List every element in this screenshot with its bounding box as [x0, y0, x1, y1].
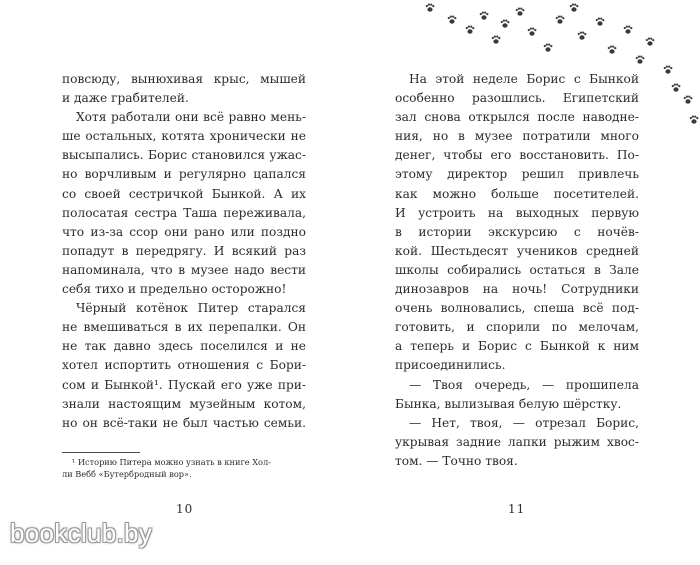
- text-line: укрывая задние лапки рыжим хвос-: [395, 434, 639, 449]
- text-line: очень волновались, спеша всё под-: [395, 301, 639, 316]
- text-line: На этой неделе Борис с Бынкой: [409, 72, 639, 86]
- text-line: готовить, и спорили по мелочам,: [395, 320, 639, 335]
- text-line: себя тихо и предельно осторожно!: [62, 282, 287, 297]
- text-line: со своей сестричкой Бынкой. А их: [62, 186, 306, 201]
- text-line: И устроить на выходных первую: [395, 205, 639, 220]
- page-number-left: 10: [176, 502, 194, 516]
- footnote-line: ли Вебб «Бутербродный вор».: [62, 469, 192, 479]
- text-line: хотел испортить отношения с Бори-: [62, 358, 306, 373]
- text-line: ше остальных, котята хронически не: [62, 129, 306, 144]
- text-line: но ворчливым и регулярно цапался: [62, 167, 306, 182]
- text-line: а теперь и Борис с Бынкой к ним: [395, 339, 639, 354]
- page-number-right: 11: [508, 502, 526, 516]
- text-line: кой. Шестьдесят учеников средней: [395, 243, 639, 258]
- text-line: что из-за ссор они рано или поздно: [62, 224, 306, 239]
- text-line: напоминала, что в музее надо вести: [62, 262, 306, 277]
- text-line: не так давно здесь поселился и не: [62, 339, 306, 354]
- text-line: — Твоя очередь, — прошипела: [409, 377, 639, 392]
- text-line: полосатая сестра Таша переживала,: [62, 205, 306, 220]
- text-line: Хотя работали они всё равно мень-: [76, 110, 306, 125]
- text-line: и даже грабителей.: [62, 91, 189, 106]
- text-line: ния, но в музее потратили много: [395, 129, 639, 144]
- text-line: в истории экскурсию с ночёв-: [395, 224, 639, 239]
- footnote-line: ¹ Историю Питера можно узнать в книге Хол-: [72, 457, 271, 467]
- text-line: — Нет, твоя, — отрезал Борис,: [409, 415, 639, 430]
- text-line: не вмешиваться в их перепалки. Он: [62, 320, 306, 335]
- text-line: Чёрный котёнок Питер старался: [76, 301, 306, 316]
- text-line: том. — Точно твоя.: [395, 453, 518, 468]
- text-line: динозавров на ночь! Сотрудники: [395, 282, 639, 297]
- text-line: знали настоящим музейным котом,: [62, 396, 306, 411]
- footnote-divider: [62, 452, 140, 453]
- text-line: высыпались. Борис становился ужас-: [62, 148, 306, 163]
- text-line: как можно больше посетителей.: [395, 186, 639, 201]
- watermark: bookclub.by: [10, 518, 153, 548]
- text-line: повсюду, вынюхивая крыс, мышей: [62, 72, 306, 86]
- footnote: [62, 456, 306, 480]
- text-line: присоединились.: [395, 358, 506, 373]
- text-line: школы собирались остаться в Зале: [395, 262, 639, 277]
- text-line: зал снова открылся после наводне-: [395, 110, 639, 125]
- text-line: этому директор решил привлечь: [395, 167, 639, 182]
- right-page: [350, 0, 700, 565]
- left-text-column: [62, 70, 306, 433]
- text-line: попадут в передрягу. И всякий раз: [62, 243, 306, 258]
- text-line: Бынка, вылизывая белую шёрстку.: [395, 396, 622, 411]
- text-line: особенно разошлись. Египетский: [395, 91, 639, 106]
- text-line: денег, чтобы его восстановить. По-: [395, 148, 639, 163]
- right-text-column: [395, 70, 639, 471]
- text-line: но он всё-таки не был частью семьи.: [62, 415, 306, 430]
- text-line: сом и Бынкой¹. Пускай его уже при-: [62, 377, 306, 392]
